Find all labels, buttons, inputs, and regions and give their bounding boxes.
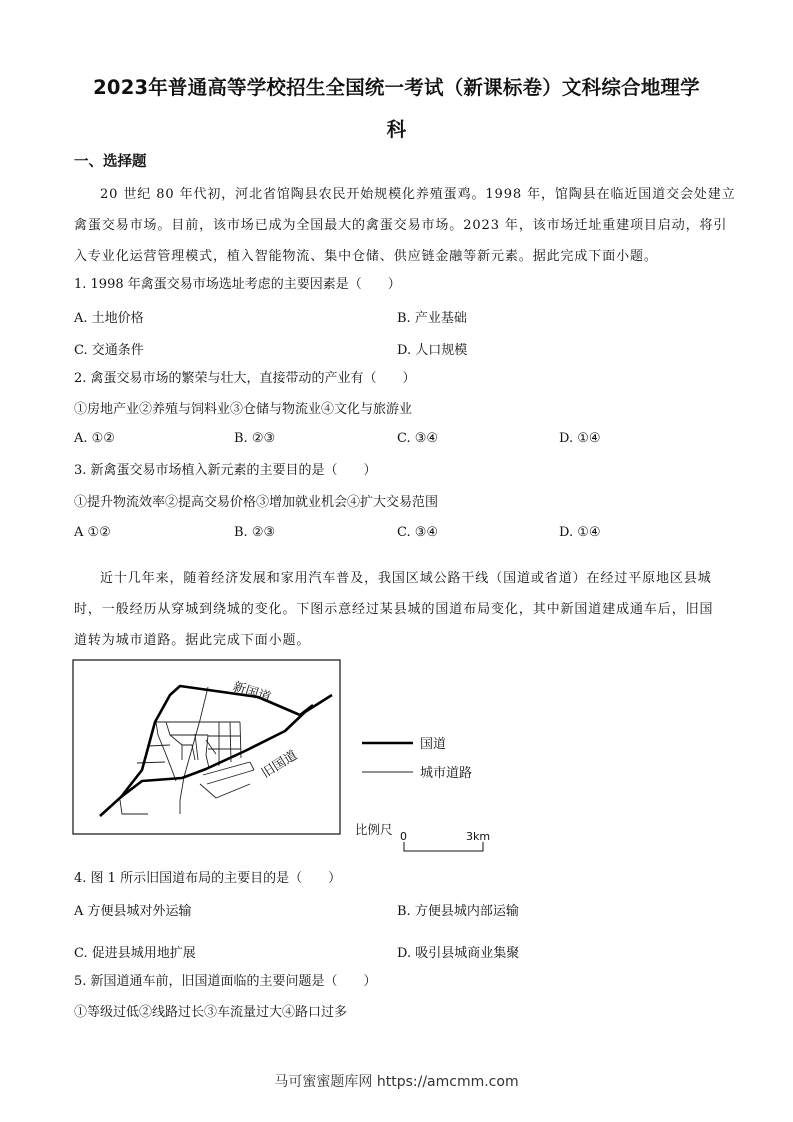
- passage-1-line: 禽蛋交易市场。目前，该市场已成为全国最大的禽蛋交易市场。2023 年，该市场迁址重建项目启动，将引: [74, 218, 728, 233]
- option-c[interactable]: C. 促进县城用地扩展: [74, 946, 196, 961]
- section-heading: 一、选择题: [74, 154, 147, 170]
- legend-national-label: 国道: [420, 737, 447, 752]
- new-road-label: 新国道: [230, 679, 273, 706]
- option-a[interactable]: A 方便县城对外运输: [74, 904, 192, 919]
- national-roads: [100, 686, 332, 816]
- question-items: ①提升物流效率②提高交易价格③增加就业机会④扩大交易范围: [74, 495, 439, 510]
- city-road: [180, 687, 208, 814]
- city-road: [200, 784, 250, 798]
- question-stem: 5. 新国道通车前，旧国道面临的主要问题是（ ）: [74, 974, 377, 989]
- passage-2-line: 近十几年来，随着经济发展和家用汽车普及，我国区域公路干线（国道或省道）在经过平原地区县城: [100, 571, 712, 586]
- page-title-line1: 2023年普通高等学校招生全国统一考试（新课标卷）文科综合地理学: [93, 76, 700, 99]
- passage-2-line: 道转为城市道路。据此完成下面小题。: [74, 633, 311, 648]
- scale-zero: 0: [400, 830, 407, 843]
- question-stem: 3. 新禽蛋交易市场植入新元素的主要目的是（ ）: [74, 463, 377, 478]
- city-road: [148, 745, 170, 746]
- option-c[interactable]: C. 交通条件: [74, 343, 144, 358]
- scale-bar-line: [404, 842, 483, 851]
- city-roads: [120, 687, 254, 814]
- option-d[interactable]: D. ①④: [559, 525, 601, 540]
- question-items: ①等级过低②线路过长③车流量过大④路口过多: [74, 1005, 348, 1020]
- passage-2-line: 时，一般经历从穿城到绕城的变化。下图示意经过某县城的国道布局变化，其中新国道建成通车后，旧国: [74, 602, 714, 617]
- passage-1-line: 20 世纪 80 年代初，河北省馆陶县农民开始规模化养殖蛋鸡。1998 年，馆陶县在临近国道交会处建立: [100, 187, 736, 202]
- footer-watermark: 马可蜜蜜题库网 https://amcmm.com: [274, 1074, 519, 1090]
- option-a[interactable]: A. 土地价格: [74, 311, 144, 326]
- option-a[interactable]: A. ①②: [74, 431, 115, 446]
- city-road: [120, 800, 148, 814]
- map-legend: [362, 737, 472, 781]
- question-items: ①房地产业②养殖与饲料业③仓储与物流业④文化与旅游业: [74, 402, 413, 417]
- city-road: [230, 722, 231, 762]
- option-b[interactable]: B. ②③: [234, 431, 276, 446]
- city-road: [206, 740, 216, 754]
- option-b[interactable]: B. 产业基础: [397, 311, 467, 326]
- option-c[interactable]: C. ③④: [397, 525, 439, 540]
- option-b[interactable]: B. 方便县城内部运输: [397, 904, 519, 919]
- map-scale-bar: [355, 822, 490, 851]
- option-d[interactable]: D. 吸引县城商业集聚: [397, 946, 520, 961]
- question-stem: 2. 禽蛋交易市场的繁荣与壮大，直接带动的产业有（ ）: [74, 371, 416, 386]
- passage-1-line: 入专业化运营管理模式，植入智能物流、集中仓储、供应链金融等新元素。据此完成下面小题。: [74, 249, 658, 264]
- city-road: [166, 722, 182, 760]
- option-a[interactable]: A ①②: [74, 525, 111, 540]
- old-road-label: 旧国道: [259, 747, 301, 782]
- question-stem: 4. 图 1 所示旧国道布局的主要目的是（ ）: [74, 871, 342, 886]
- question-stem: 1. 1998 年禽蛋交易市场选址考虑的主要因素是（ ）: [74, 277, 401, 292]
- option-b[interactable]: B. ②③: [234, 525, 276, 540]
- city-road: [156, 722, 176, 781]
- scale-end: 3km: [466, 830, 491, 843]
- option-c[interactable]: C. ③④: [397, 431, 439, 446]
- city-road: [137, 762, 165, 763]
- option-d[interactable]: D. 人口规模: [397, 343, 468, 358]
- option-d[interactable]: D. ①④: [559, 431, 601, 446]
- city-road: [250, 762, 254, 770]
- scale-label: 比例尺: [355, 822, 393, 837]
- page-title-line2: 科: [386, 118, 407, 141]
- city-road: [182, 745, 195, 760]
- legend-city-label: 城市道路: [420, 766, 473, 781]
